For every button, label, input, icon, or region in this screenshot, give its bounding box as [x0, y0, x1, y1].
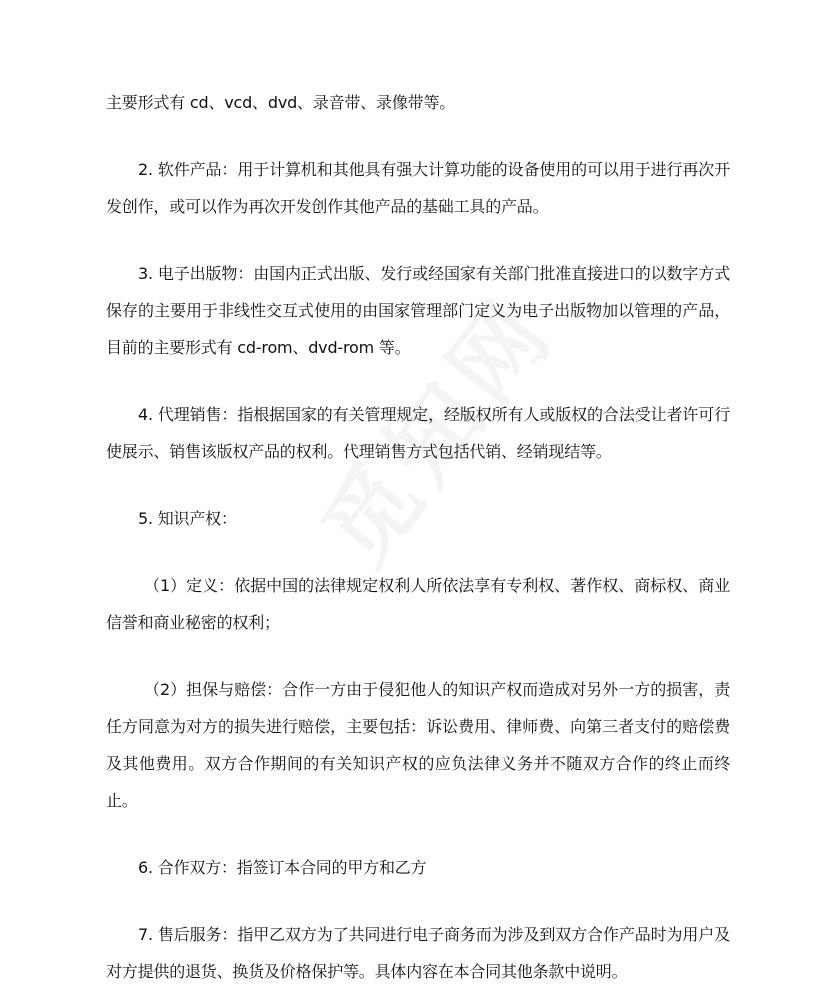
paragraph-software-products: 2. 软件产品：用于计算机和其他具有强大计算功能的设备使用的可以用于进行再次开发创作，或可以作为再次开发创作其他产品的基础工具的产品。 [106, 160, 730, 216]
paragraph-gap [106, 641, 730, 671]
paragraph-gap [106, 366, 730, 396]
paragraph-gap [106, 537, 730, 567]
paragraph-gap [106, 470, 730, 500]
document-body [106, 84, 730, 990]
paragraph-ip-definition: （1）定义：依据中国的法律规定权利人所依法享有专利权、著作权、商标权、商业信誉和商业秘密的权利； [106, 576, 730, 632]
paragraph-gap [106, 225, 730, 255]
paragraph-media-forms: 主要形式有 cd、vcd、dvd、录音带、录像带等。 [106, 93, 456, 112]
paragraph-gap [106, 886, 730, 916]
paragraph-gap [106, 819, 730, 849]
paragraph-electronic-publications: 3. 电子出版物：由国内正式出版、发行或经国家有关部门批准直接进口的以数字方式保存的主要用于非线性交互式使用的由国家管理部门定义为电子出版物加以管理的产品，目前的主要形式有 cd-rom、dvd-rom 等。 [106, 264, 730, 357]
paragraph-ip-heading: 5. 知识产权： [138, 509, 237, 528]
paragraph-parties: 6. 合作双方：指签订本合同的甲方和乙方 [138, 858, 427, 877]
paragraph-after-sales: 7. 售后服务：指甲乙双方为了共同进行电子商务而为涉及到双方合作产品时为用户及对方提供的退货、换货及价格保护等。具体内容在本合同其他条款中说明。 [106, 925, 730, 981]
paragraph-ip-guarantee: （2）担保与赔偿：合作一方由于侵犯他人的知识产权而造成对另外一方的损害，责任方同意为对方的损失进行赔偿，主要包括：诉讼费用、律师费、向第三者支付的赔偿费及其他费用。双方合作期间的有关知识产权的应负法律义务并不随双方合作的终止而终止。 [106, 680, 730, 810]
paragraph-agency-sales: 4. 代理销售：指根据国家的有关管理规定，经版权所有人或版权的合法受让者许可行使展示、销售该版权产品的权利。代理销售方式包括代销、经销现结等。 [106, 405, 730, 461]
paragraph-gap [106, 121, 730, 151]
